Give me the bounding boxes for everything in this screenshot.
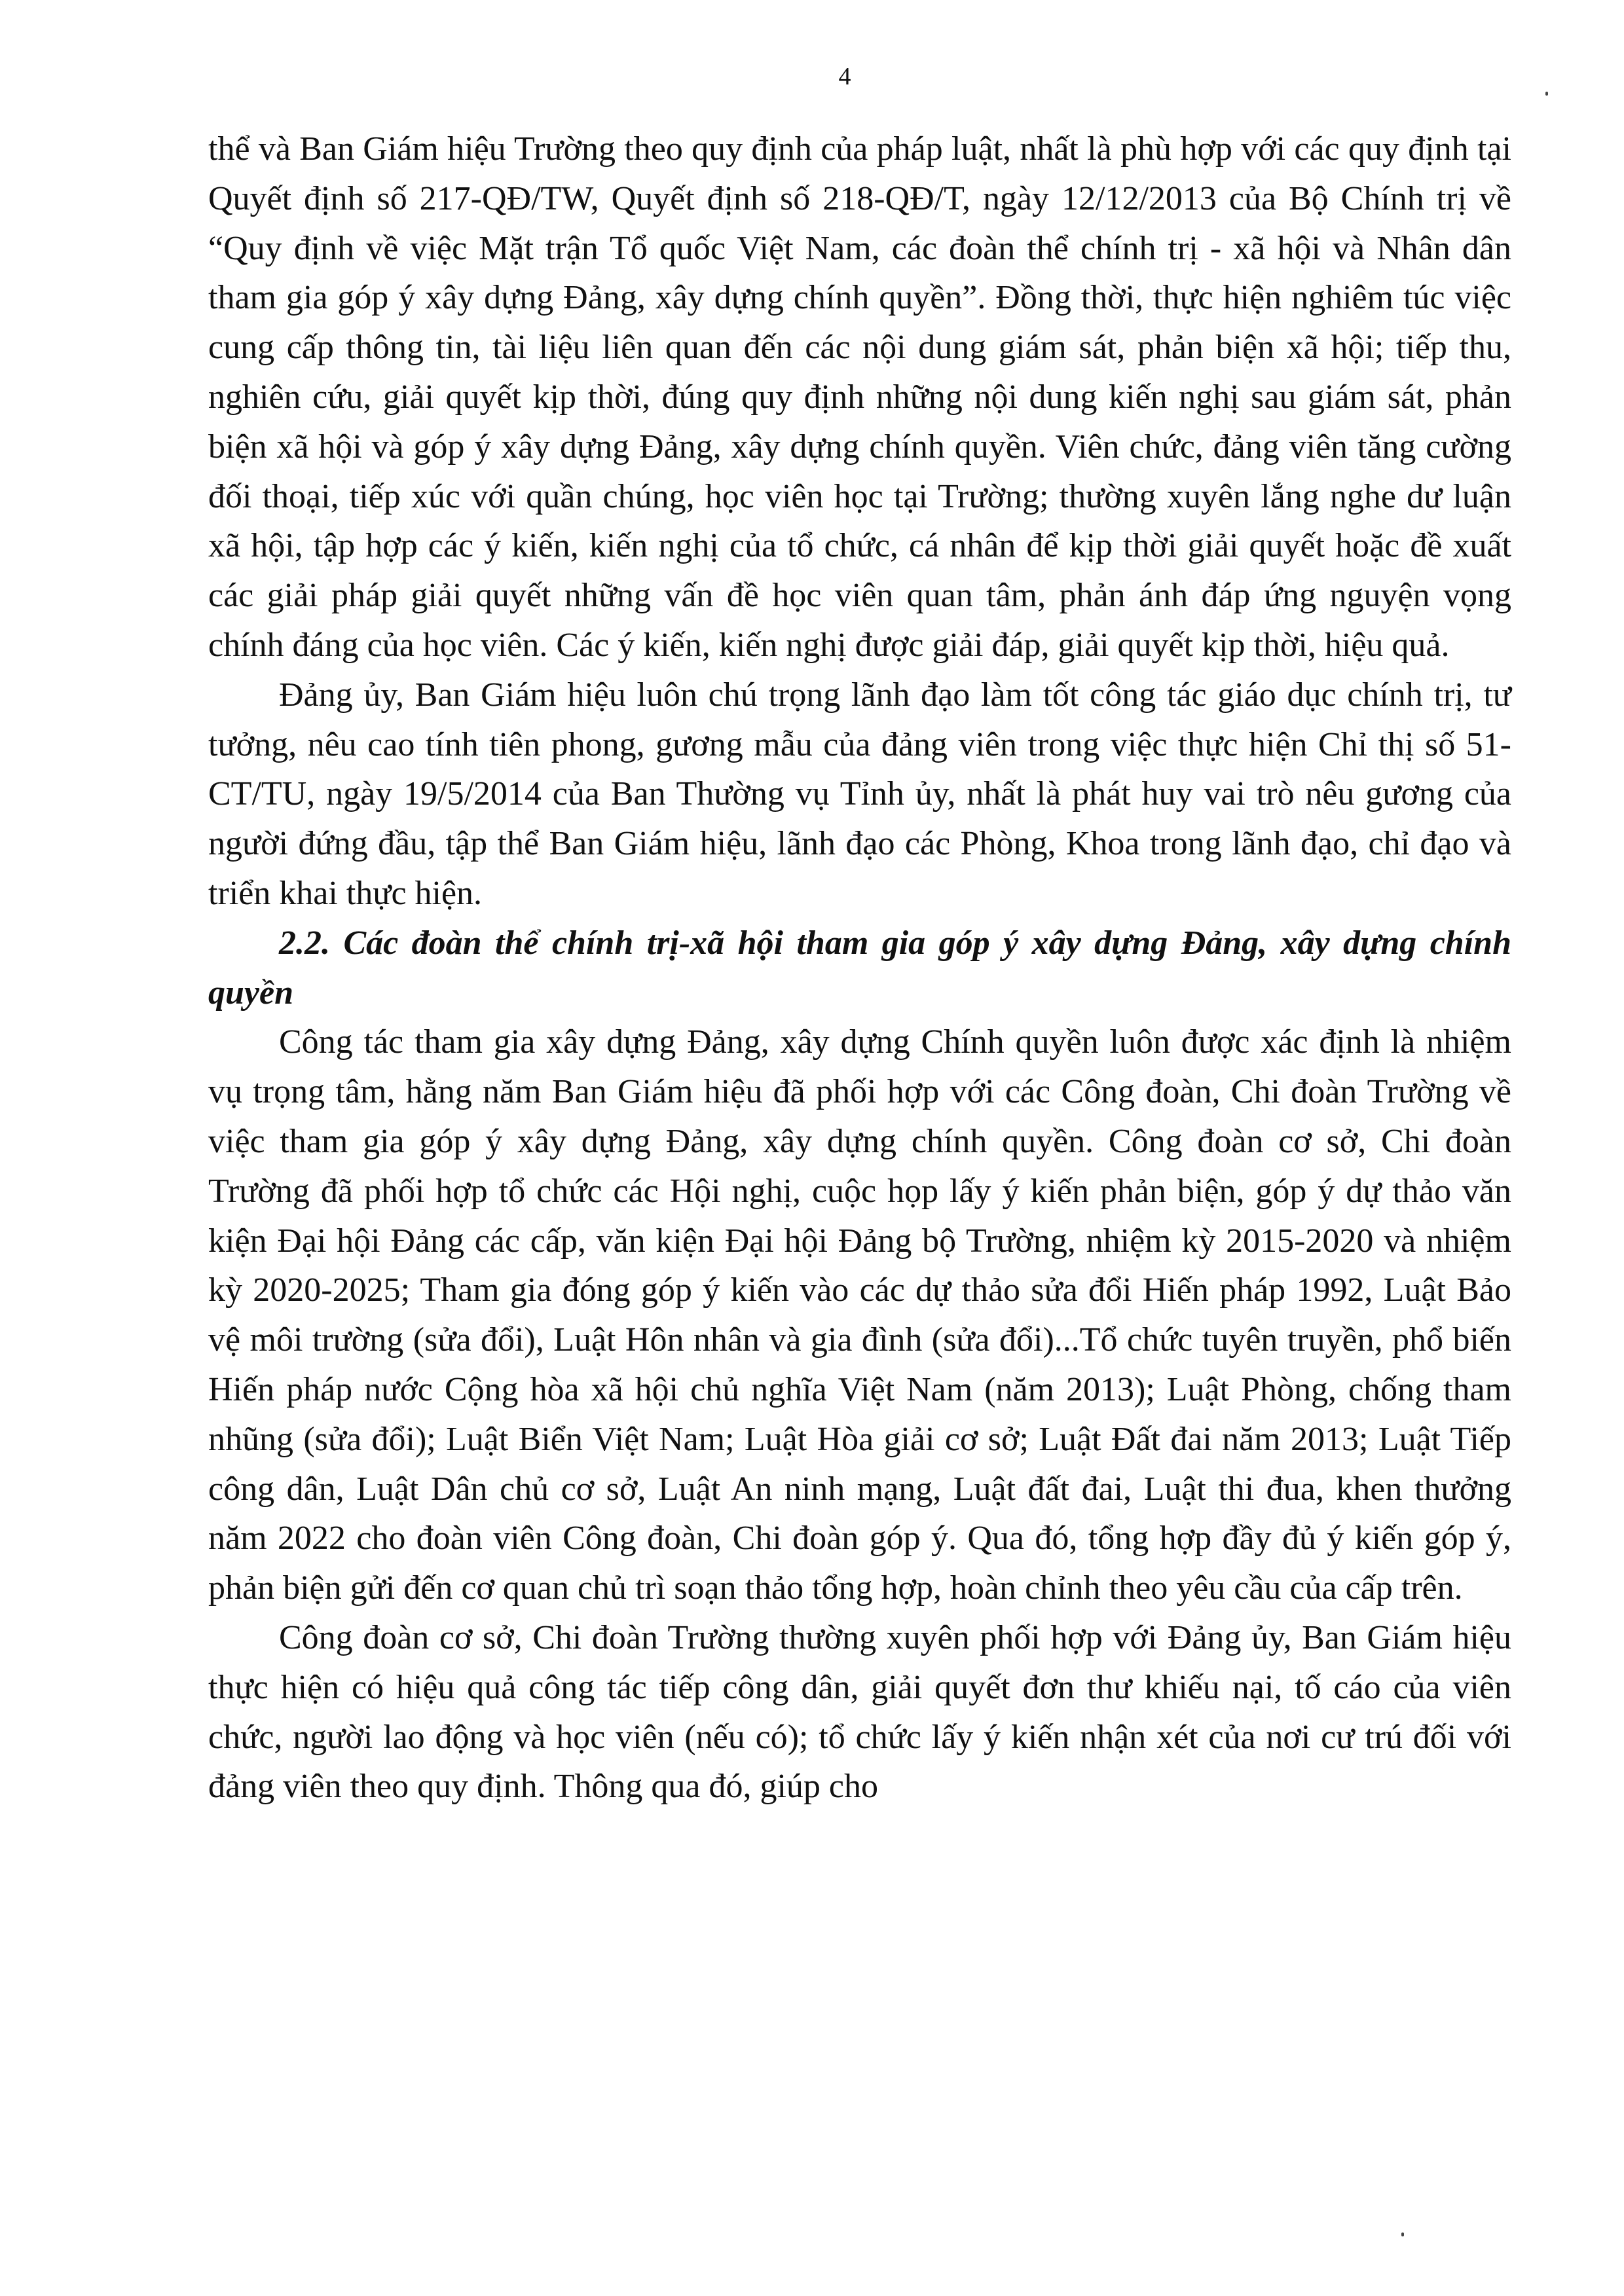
document-body [208,124,1511,1812]
paragraph-4: Công đoàn cơ sở, Chi đoàn Trường thường xuyên phối hợp với Đảng ủy, Ban Giám hiệu thực hiện có hiệu quả công tác tiếp công dân, giải quyết đơn thư khiếu nại, tố cáo của viên chức, người lao động và học viên (nếu có); tổ chức lấy ý kiến nhận xét của nơi cư trú đối với đảng viên theo quy định. Thông qua đó, giúp cho [208,1618,1511,1806]
paragraph-2: Đảng ủy, Ban Giám hiệu luôn chú trọng lãnh đạo làm tốt công tác giáo dục chính trị, tư tưởng, nêu cao tính tiên phong, gương mẫu của đảng viên trong việc thực hiện Chỉ thị số 51-CT/TU, ngày 19/5/2014 của Ban Thường vụ Tỉnh ủy, nhất là phát huy vai trò nêu gương của người đứng đầu, tập thể Ban Giám hiệu, lãnh đạo các Phòng, Khoa trong lãnh đạo, chỉ đạo và triển khai thực hiện. [208,676,1511,912]
scan-speck [1401,2232,1404,2236]
paragraph-3: Công tác tham gia xây dựng Đảng, xây dựng Chính quyền luôn được xác định là nhiệm vụ trọng tâm, hằng năm Ban Giám hiệu đã phối hợp với các Công đoàn, Chi đoàn Trường về việc tham gia góp ý xây dựng Đảng, xây dựng chính quyền. Công đoàn cơ sở, Chi đoàn Trường đã phối hợp tổ chức các Hội nghị, cuộc họp lấy ý kiến phản biện, góp ý dự thảo văn kiện Đại hội Đảng các cấp, văn kiện Đại hội Đảng bộ Trường, nhiệm kỳ 2015-2020 và nhiệm kỳ 2020-2025; Tham gia đóng góp ý kiến vào các dự thảo sửa đổi Hiến pháp 1992, Luật Bảo vệ môi trường (sửa đổi), Luật Hôn nhân và gia đình (sửa đổi)...Tổ chức tuyên truyền, phổ biến Hiến pháp nước Cộng hòa xã hội chủ nghĩa Việt Nam (năm 2013); Luật Phòng, chống tham nhũng (sửa đổi); Luật Biển Việt Nam; Luật Hòa giải cơ sở; Luật Đất đai năm 2013; Luật Tiếp công dân, Luật Dân chủ cơ sở, Luật An ninh mạng, Luật đất đai, Luật thi đua, khen thưởng năm 2022 cho đoàn viên Công đoàn, Chi đoàn góp ý. Qua đó, tổng hợp đầy đủ ý kiến góp ý, phản biện gửi đến cơ quan chủ trì soạn thảo tổng hợp, hoàn chỉnh theo yêu cầu của cấp trên. [208,1023,1511,1607]
section-heading-2-2: 2.2. Các đoàn thể chính trị-xã hội tham gia góp ý xây dựng Đảng, xây dựng chính quyền [208,924,1511,1011]
scan-speck [1545,92,1548,96]
page-number: 4 [838,63,851,90]
paragraph-1: thể và Ban Giám hiệu Trường theo quy định của pháp luật, nhất là phù hợp với các quy định tại Quyết định số 217-QĐ/TW, Quyết định số 218-QĐ/T, ngày 12/12/2013 của Bộ Chính trị về “Quy định về việc Mặt trận Tổ quốc Việt Nam, các đoàn thể chính trị - xã hội và Nhân dân tham gia góp ý xây dựng Đảng, xây dựng chính quyền”. Đồng thời, thực hiện nghiêm túc việc cung cấp thông tin, tài liệu liên quan đến các nội dung giám sát, phản biện xã hội; tiếp thu, nghiên cứu, giải quyết kịp thời, đúng quy định những nội dung kiến nghị sau giám sát, phản biện xã hội và góp ý xây dựng Đảng, xây dựng chính quyền. Viên chức, đảng viên tăng cường đối thoại, tiếp xúc với quần chúng, học viên học tại Trường; thường xuyên lắng nghe dư luận xã hội, tập hợp các ý kiến, kiến nghị của tổ chức, cá nhân để kịp thời giải quyết hoặc đề xuất các giải pháp giải quyết những vấn đề học viên quan tâm, phản ánh đáp ứng nguyện vọng chính đáng của học viên. Các ý kiến, kiến nghị được giải đáp, giải quyết kịp thời, hiệu quả. [208,130,1511,664]
